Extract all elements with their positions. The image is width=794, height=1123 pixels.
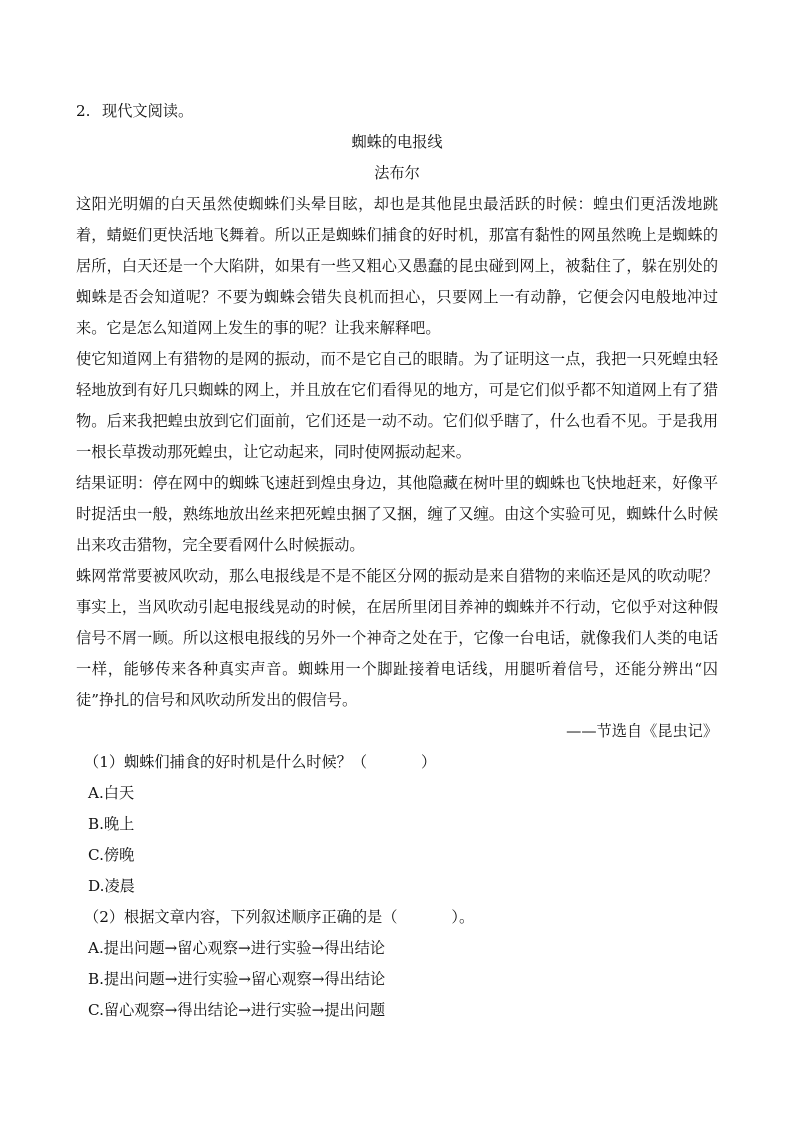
question-1-prompt: [76, 747, 718, 778]
article-author: 法布尔: [374, 164, 420, 182]
question-1-option-b[interactable]: B.晚上: [88, 815, 135, 833]
question-2-option-c[interactable]: C.留心观察→得出结论→进行实验→提出问题: [88, 1001, 386, 1019]
question-2-close: ）。: [451, 908, 475, 926]
question-header: [76, 96, 718, 127]
question-1-text: （1）蜘蛛们捕食的好时机是什么时候？（: [84, 753, 368, 771]
question-2-prompt: [76, 902, 718, 933]
question-1-option-a[interactable]: A.白天: [88, 784, 135, 802]
article-paragraph-2: 使它知道网上有猎物的是网的振动，而不是它自己的眼睛。为了证明这一点，我把一只死蝗虫轻轻地放到有好几只蜘蛛的网上，并且放在它们看得见的地方，可是它们似乎都不知道网上有了猎物。后来我把蝗虫放到它们面前，它们还是一动不动。它们似乎瞎了，什么也看不见。于是我用一根长草拨动那死蝗虫，让它动起来，同时使网振动起来。: [76, 350, 718, 461]
article-paragraph-1: 这阳光明媚的白天虽然使蜘蛛们头晕目眩，却也是其他昆虫最活跃的时候：蝗虫们更活泼地跳着，蜻蜓们更快活地飞舞着。所以正是蜘蛛们捕食的好时机，那富有黏性的网虽然晚上是蜘蛛的居所，白天还是一个大陷阱，如果有一些又粗心又愚蠢的昆虫碰到网上，被黏住了，躲在别处的蜘蛛是否会知道呢？不要为蜘蛛会错失良机而担心，只要网上一有动静，它便会闪电般地冲过来。它是怎么知道网上发生的事的呢？让我来解释吧。: [76, 195, 718, 337]
article-paragraph-4: 蛛网常常要被风吹动，那么电报线是不是不能区分网的振动是来自猎物的来临还是风的吹动呢？事实上，当风吹动引起电报线晃动的时候，在居所里闭目养神的蜘蛛并不行动，它似乎对这种假信号不屑一顾。所以这根电报线的另外一个神奇之处在于，它像一台电话，就像我们人类的电话一样，能够传来各种真实声音。蜘蛛用一个脚趾接着电话线，用腿听着信号，还能分辨出“囚徒”挣扎的信号和风吹动所发出的假信号。: [76, 567, 718, 709]
question-1-close: ）: [421, 753, 437, 771]
question-1-option-c[interactable]: C.傍晚: [88, 846, 135, 864]
question-title: 现代文阅读。: [102, 102, 194, 120]
article-source: ——节选自《昆虫记》: [566, 722, 718, 740]
question-number: 2.: [76, 102, 91, 120]
question-2-option-b[interactable]: B.提出问题→进行实验→留心观察→得出结论: [88, 970, 386, 988]
document-content: [76, 96, 718, 1026]
question-2-text: （2）根据文章内容，下列叙述顺序正确的是（: [84, 908, 398, 926]
article-paragraph-3: 结果证明：停在网中的蜘蛛飞速赶到煌虫身边，其他隐藏在树叶里的蜘蛛也飞快地赶来，好像平时捉活虫一般，熟练地放出丝来把死蝗虫捆了又捆，缠了又缠。由这个实验可见，蜘蛛什么时候出来攻击猎物，完全要看网什么时候振动。: [76, 474, 718, 554]
question-2-option-a[interactable]: A.提出问题→留心观察→进行实验→得出结论: [88, 939, 385, 957]
article-title: 蜘蛛的电报线: [351, 133, 443, 151]
question-1-option-d[interactable]: D.凌晨: [88, 877, 135, 895]
